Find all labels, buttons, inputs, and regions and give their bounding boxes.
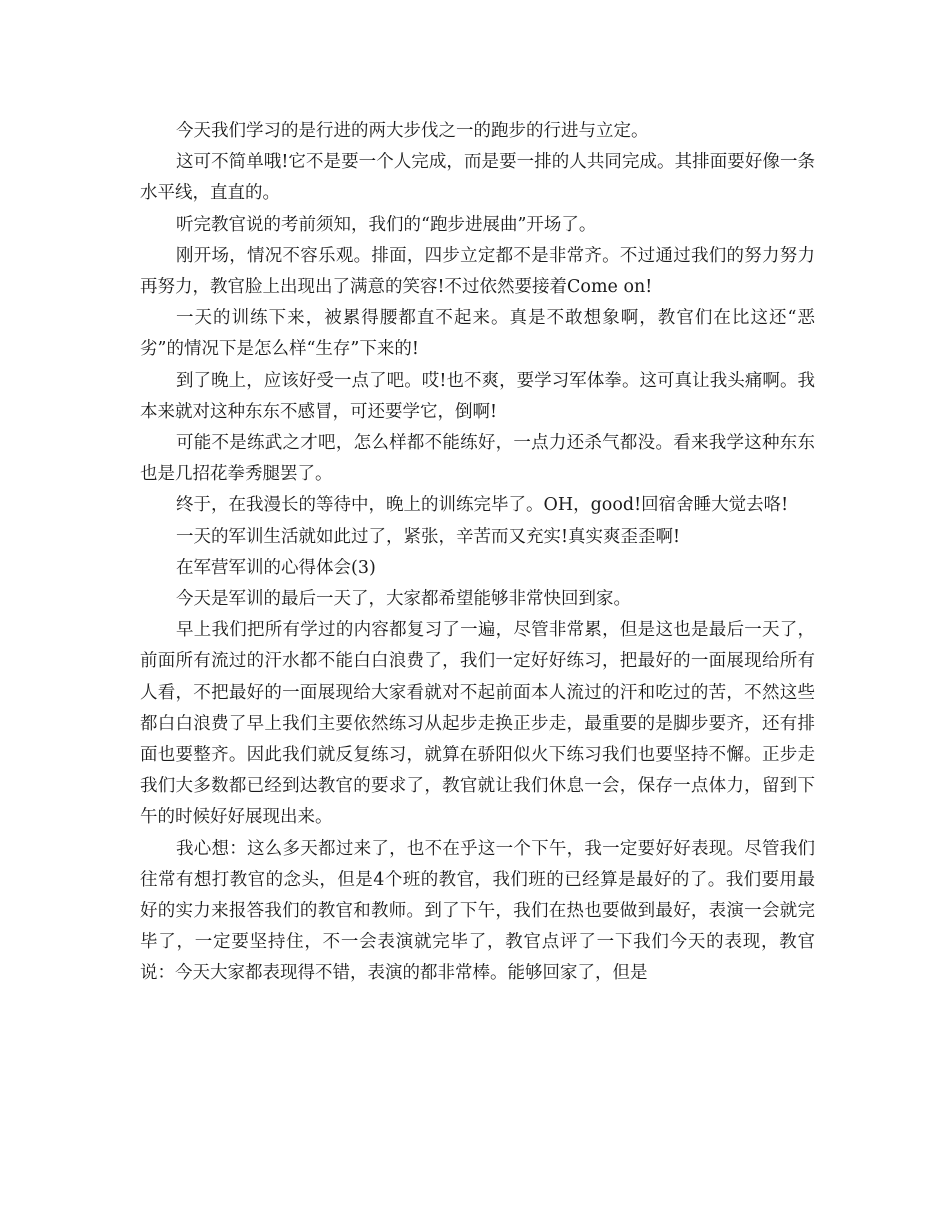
paragraph: 听完教官说的考前须知，我们的“跑步进展曲”开场了。: [176, 214, 597, 235]
paragraph: 一天的训练下来，被累得腰都直不起来。真是不敢想象啊，教官们在比这还“恶劣”的情况下是怎么样“生存”下来的!: [140, 308, 815, 360]
paragraph: 今天是军训的最后一天了，大家都希望能够非常快回到家。: [176, 589, 631, 610]
document-body: [140, 116, 815, 990]
paragraph: 刚开场，情况不容乐观。排面，四步立定都不是非常齐。不过通过我们的努力努力再努力，教官脸上出现出了满意的笑容!不过依然要接着Come on!: [140, 245, 815, 298]
paragraph: 我心想：这么多天都过来了，也不在乎这一个下午，我一定要好好表现。尽管我们往常有想打教官的念头，但是4个班的教官，我们班的已经算是最好的了。我们要用最好的实力来报答我们的教官和教师。到了下午，我们在热也要做到最好，表演一会就完毕了，一定要坚持住，不一会表演就完毕了，教官点评了一下我们今天的表现，教官说：今天大家都表现得不错，表演的都非常棒。能够回家了，但是: [140, 838, 815, 984]
paragraph: 可能不是练武之才吧，怎么样都不能练好，一点力还杀气都没。看来我学这种东东也是几招花拳秀腿罢了。: [140, 433, 815, 485]
paragraph: 这可不简单哦!它不是要一个人完成，而是要一排的人共同完成。其排面要好像一条水平线，直直的。: [140, 152, 815, 204]
paragraph: 到了晚上，应该好受一点了吧。哎!也不爽，要学习军体拳。这可真让我头痛啊。我本来就对这种东东不感冒，可还要学它，倒啊!: [140, 370, 815, 422]
paragraph: 今天我们学习的是行进的两大步伐之一的跑步的行进与立定。: [176, 121, 649, 141]
paragraph: 早上我们把所有学过的内容都复习了一遍，尽管非常累，但是这也是最后一天了，前面所有流过的汗水都不能白白浪费了，我们一定好好练习，把最好的一面展现给所有人看，不把最好的一面展现给大家看就对不起前面本人流过的汗和吃过的苦，不然这些都白白浪费了早上我们主要依然练习从起步走换正步走，最重要的是脚步要齐，还有排面也要整齐。因此我们就反复练习，就算在骄阳似火下练习我们也要坚持不懈。正步走我们大多数都已经到达教官的要求了，教官就让我们休息一会，保存一点体力，留到下午的时候好好展现出来。: [140, 620, 815, 828]
paragraph: 一天的军训生活就如此过了，紧张，辛苦而又充实!真实爽歪歪啊!: [176, 526, 681, 547]
paragraph: 终于，在我漫长的等待中，晚上的训练完毕了。OH，good!回宿舍睡大觉去咯!: [176, 495, 789, 516]
section-heading: 在军营军训的心得体会(3): [176, 557, 376, 578]
